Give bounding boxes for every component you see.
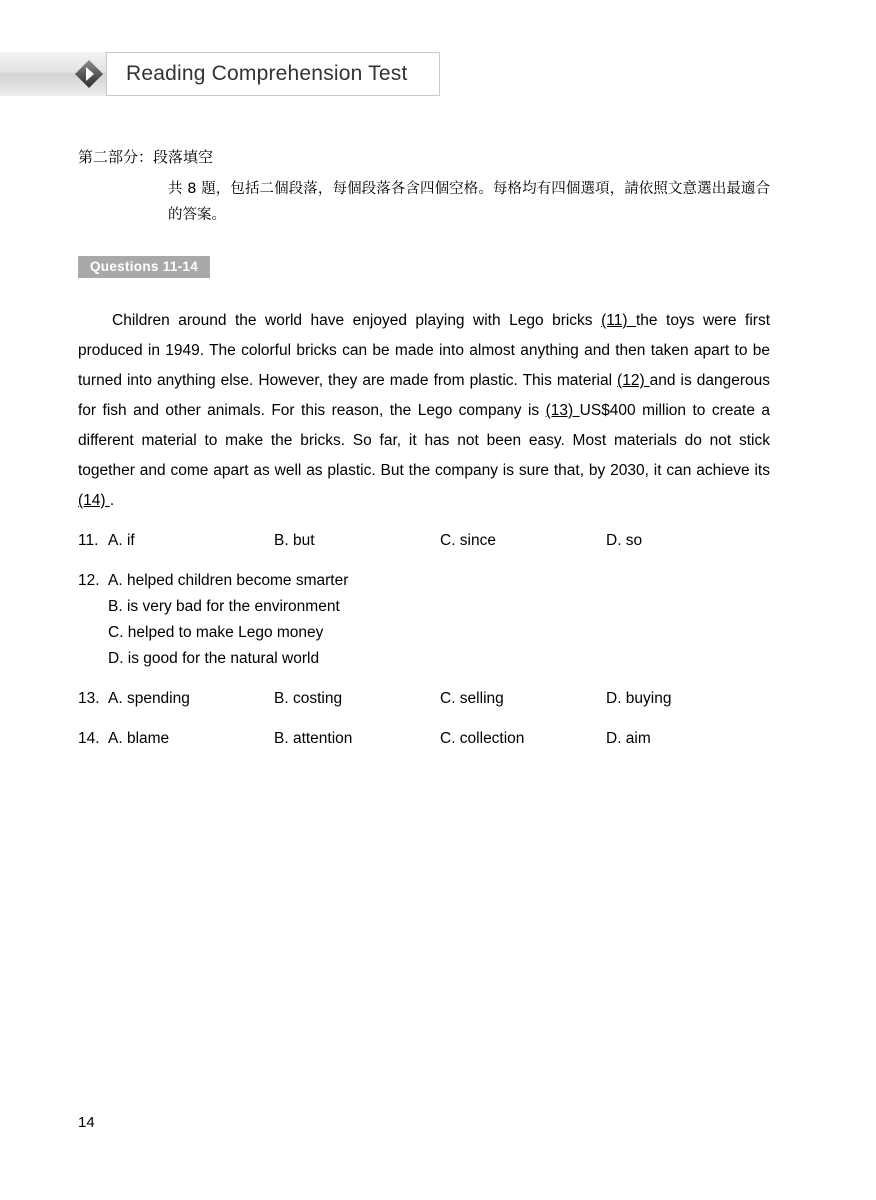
reading-passage xyxy=(78,306,770,516)
answer-option[interactable]: C. helped to make Lego money xyxy=(108,624,324,641)
answer-option[interactable]: C. collection xyxy=(440,730,525,747)
question-group-14 xyxy=(78,726,778,752)
answer-option[interactable]: B. but xyxy=(274,532,315,549)
question-group-13 xyxy=(78,686,778,712)
answer-option[interactable]: D. aim xyxy=(606,730,651,747)
passage-blank: (12) xyxy=(617,372,650,389)
passage-text: and is dangerous for fish and other animals. For this reason, the Lego company is xyxy=(78,372,770,419)
question-number: 14. xyxy=(78,730,100,747)
option-row xyxy=(78,528,778,554)
question-number: 11. xyxy=(78,532,99,549)
answer-option[interactable]: D. is good for the natural world xyxy=(108,650,320,667)
answer-option[interactable]: B. costing xyxy=(274,690,343,707)
part-description: 共 8 題，包括二個段落，每個段落各含四個空格。每格均有四個選項，請依照文意選出最適合的答案。 xyxy=(168,181,770,223)
part-heading: 第二部分：段落填空 xyxy=(78,148,214,166)
passage-blank: (13) xyxy=(545,402,580,419)
question-number: 13. xyxy=(78,690,100,707)
answer-option[interactable]: A. spending xyxy=(108,690,190,707)
passage-text: Children around the world have enjoyed playing with Lego bricks xyxy=(112,312,602,329)
answer-option[interactable]: A. helped children become smarter xyxy=(108,572,349,589)
question-group-12 xyxy=(78,568,778,672)
question-group-11 xyxy=(78,528,778,554)
answer-option[interactable]: A. blame xyxy=(108,730,170,747)
page-number: 14 xyxy=(78,1114,95,1131)
header-banner xyxy=(0,52,440,96)
questions-range-badge: Questions 11-14 xyxy=(78,256,210,278)
option-row xyxy=(78,726,778,752)
passage-text: . xyxy=(109,492,115,509)
answer-option[interactable]: D. so xyxy=(606,532,643,549)
passage-text: the toys were first produced in 1949. The colorful bricks can be made into almost anything and then taken apart to be turned into anything else. However, they are made from plastic. This material xyxy=(78,312,771,389)
answer-option[interactable]: C. selling xyxy=(440,690,504,707)
passage-text: US$400 million to create a different material to make the bricks. So far, it has not been easy. Most materials do not stick together and come apart as well as plastic. But the company is sure that, by 2030, it can achieve its xyxy=(78,402,770,479)
chevron-right-icon xyxy=(74,59,104,89)
answer-option[interactable]: B. attention xyxy=(274,730,353,747)
passage-blank: (11) xyxy=(601,312,636,329)
page-title: Reading Comprehension Test xyxy=(126,62,408,85)
question-number: 12. xyxy=(78,572,100,589)
answer-option[interactable]: D. buying xyxy=(606,690,672,707)
passage-blank: (14) xyxy=(78,492,110,509)
answer-option[interactable]: A. if xyxy=(108,532,135,549)
answer-option[interactable]: B. is very bad for the environment xyxy=(108,598,340,615)
option-row xyxy=(78,686,778,712)
answer-option[interactable]: C. since xyxy=(440,532,496,549)
